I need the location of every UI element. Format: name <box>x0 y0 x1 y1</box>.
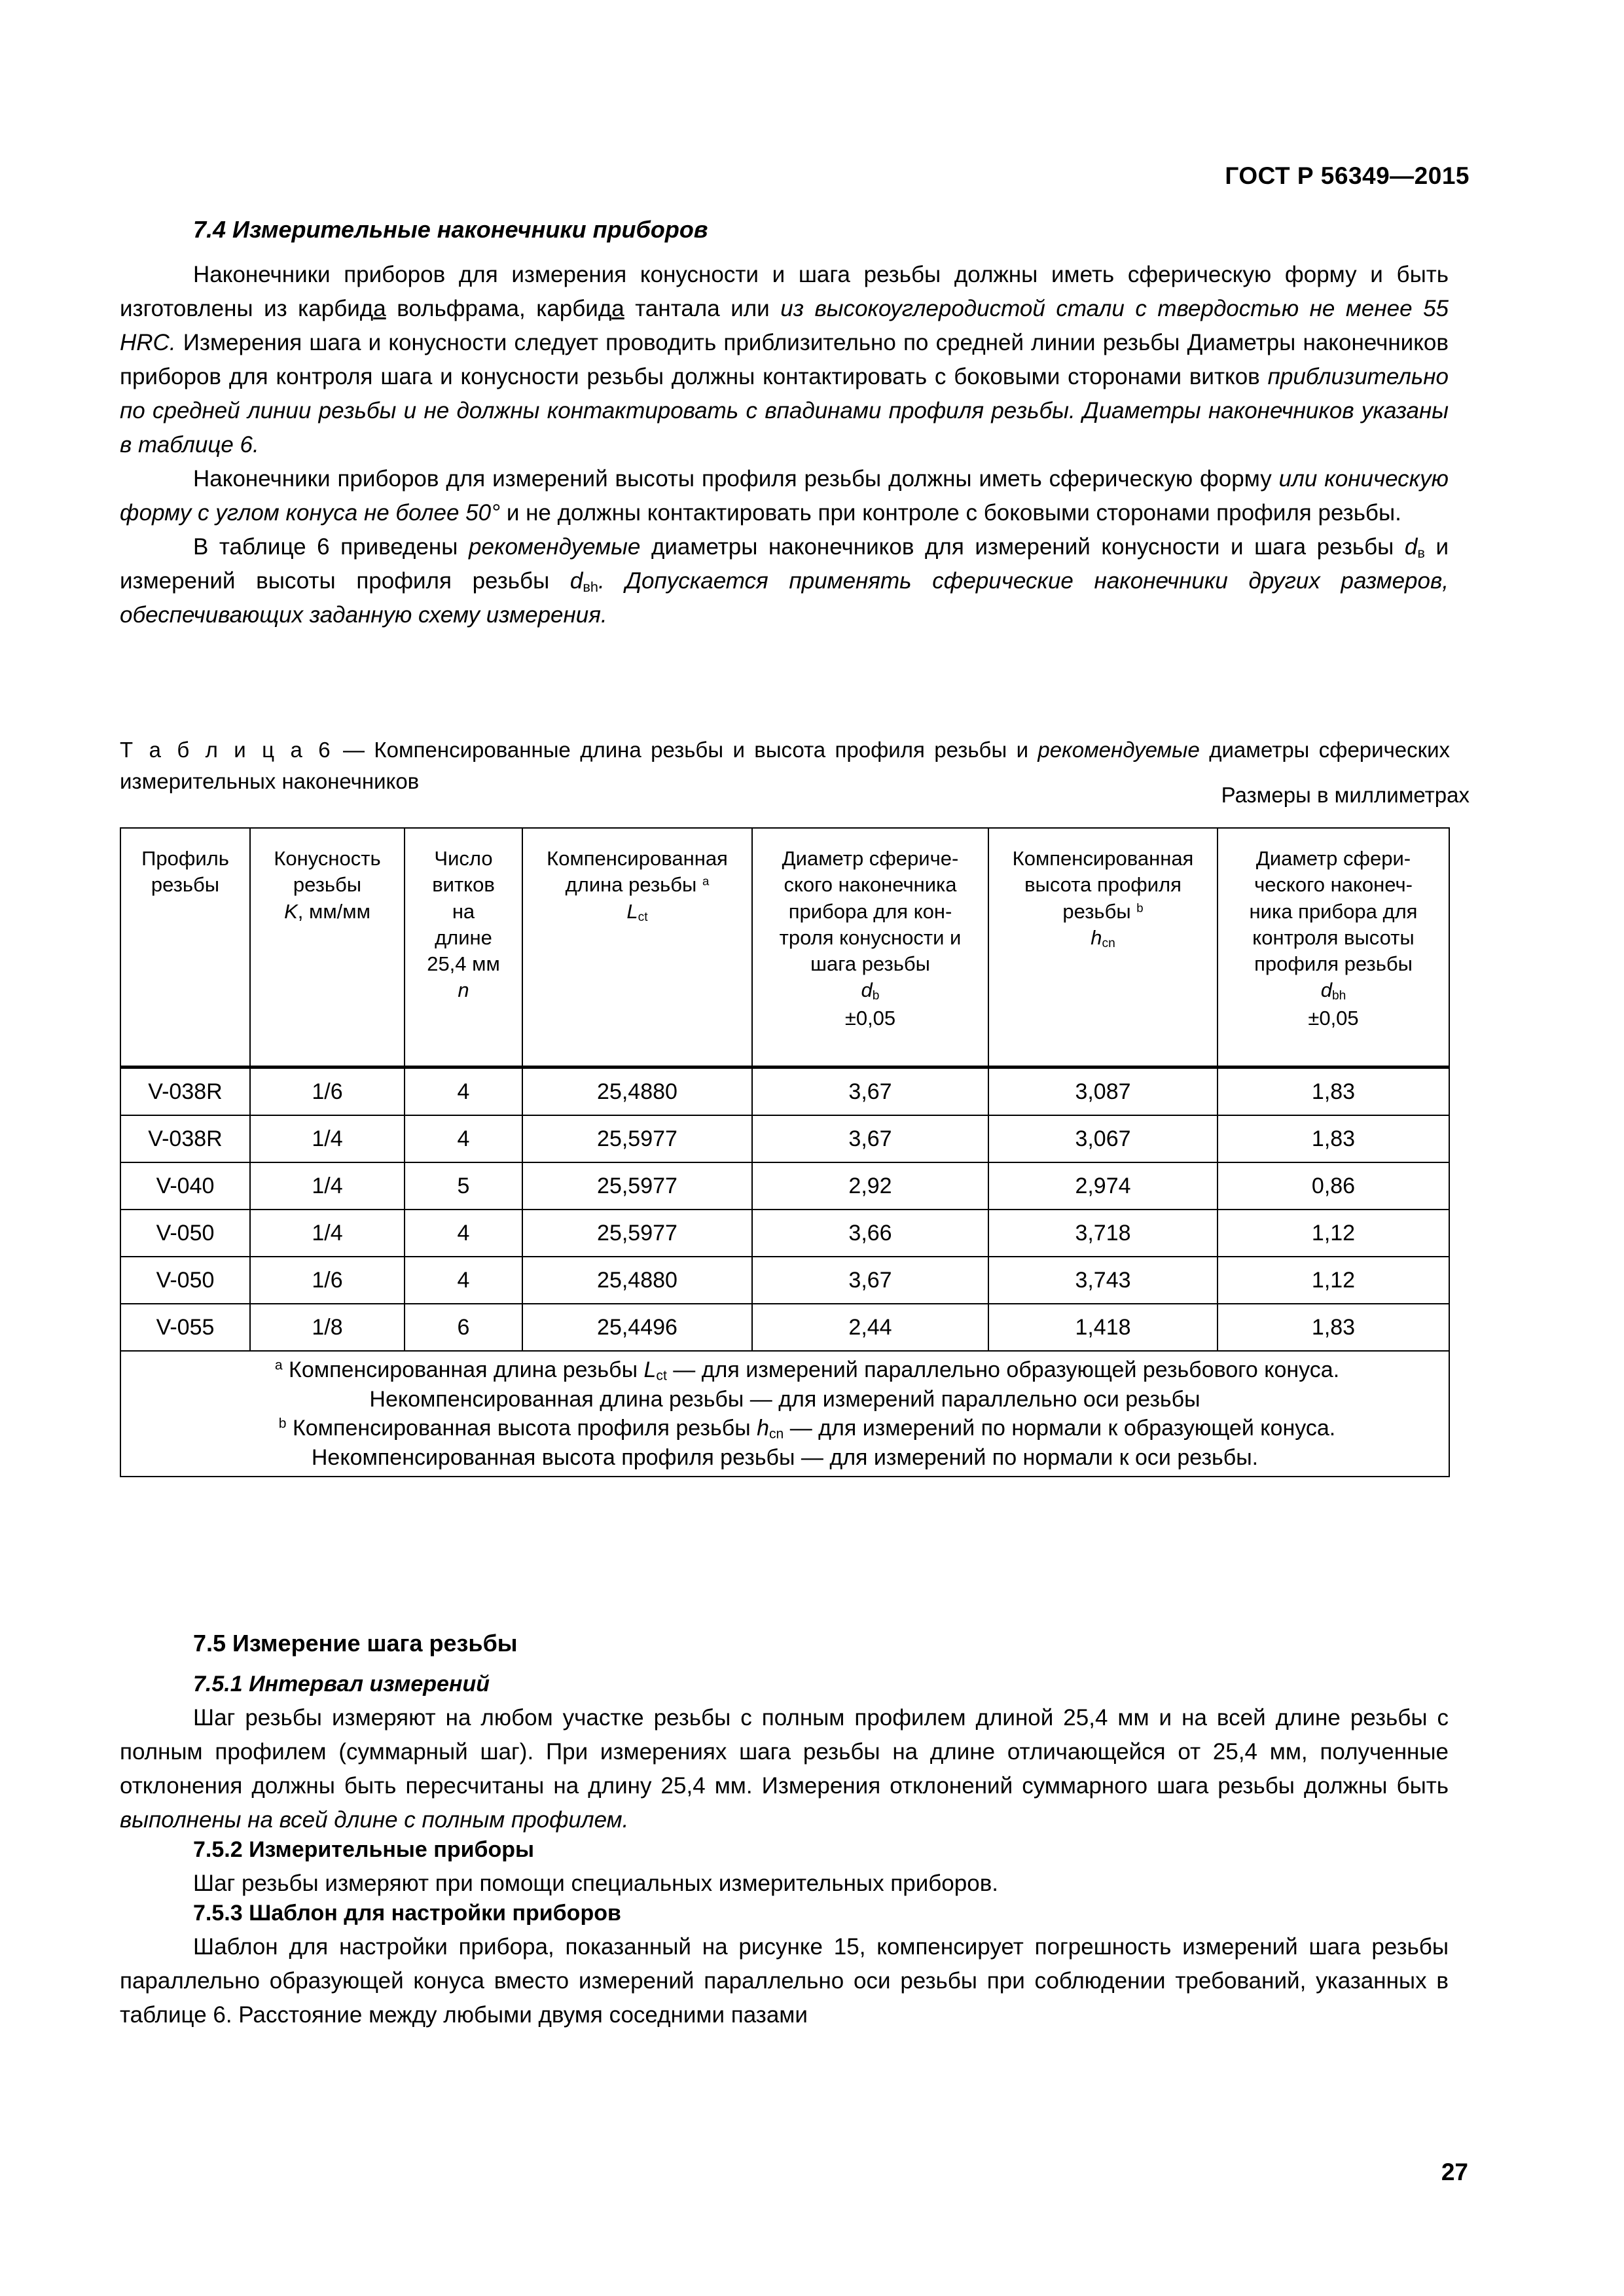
table-footnotes: $^a$ Компенсированная длина резьбы $L_{ct}$ — для измерений параллельно образующей резьбового конуса. Некомпенсированная длина резьбы — для измерений параллельно оси резьбы $^b$ Компенсированная высота профиля резьбы $h_{cn}$ — для измерений по нормали к образующей конуса. Некомпенсированная высота профиля резьбы — для измерений по нормали к оси резьбы. <box>120 1351 1449 1477</box>
section-heading-7-4: 7.4 Измерительные наконечники приборов <box>193 216 708 243</box>
cell-taper: 1/6 <box>250 1067 405 1116</box>
footnote-mark-b: b <box>278 1416 287 1431</box>
table-row <box>120 1067 1449 1116</box>
cell-tip-diameter-height: 1,83 <box>1218 1067 1449 1116</box>
cell-taper: 1/4 <box>250 1115 405 1162</box>
cell-comp-height: 3,743 <box>988 1257 1218 1304</box>
cell-tip-diameter-taper: 2,44 <box>752 1304 988 1351</box>
section-heading-7-5-3: 7.5.3 Шаблон для настройки приборов <box>193 1900 621 1926</box>
header-cell-profile: Профиль резьбы <box>120 828 250 1067</box>
table-units-note: Размеры в миллиметрах <box>1221 783 1470 807</box>
standard-header: ГОСТ Р 56349—2015 <box>1225 162 1470 189</box>
cell-turns: 5 <box>405 1162 522 1210</box>
cell-comp-length: 25,5977 <box>522 1162 752 1210</box>
footnote-mark-a: a <box>274 1357 283 1373</box>
body-content-7-5 <box>120 1630 1449 2032</box>
cell-profile: V-040 <box>120 1162 250 1210</box>
cell-turns: 4 <box>405 1067 522 1116</box>
cell-tip-diameter-taper: 2,92 <box>752 1162 988 1210</box>
cell-turns: 4 <box>405 1210 522 1257</box>
cell-comp-length: 25,5977 <box>522 1210 752 1257</box>
cell-turns: 6 <box>405 1304 522 1351</box>
table-header-row <box>120 828 1449 1067</box>
cell-tip-diameter-height: 1,12 <box>1218 1257 1449 1304</box>
header-cell-tip-diameter-height: Диаметр сфери- ческого наконеч- ника прибора для контроля высоты профиля резьбы $d_{bh}$ ±0,05 <box>1218 828 1449 1067</box>
table-row <box>120 1257 1449 1304</box>
header-cell-comp-height: Компенсированная высота профиля резьбы $^b$ $h_{cn}$ <box>988 828 1218 1067</box>
cell-tip-diameter-taper: 3,67 <box>752 1067 988 1116</box>
cell-comp-length: 25,4496 <box>522 1304 752 1351</box>
section-heading-7-5-1: 7.5.1 Интервал измерений <box>193 1672 490 1696</box>
cell-turns: 4 <box>405 1257 522 1304</box>
table-6 <box>120 827 1450 1477</box>
cell-comp-length: 25,5977 <box>522 1115 752 1162</box>
cell-profile: V-055 <box>120 1304 250 1351</box>
table-footnotes-row <box>120 1351 1449 1477</box>
cell-comp-height: 3,718 <box>988 1210 1218 1257</box>
cell-comp-height: 2,974 <box>988 1162 1218 1210</box>
cell-comp-height: 1,418 <box>988 1304 1218 1351</box>
table-body <box>120 1067 1449 1477</box>
cell-profile: V-050 <box>120 1210 250 1257</box>
header-cell-taper: Конусность резьбы K, мм/мм <box>250 828 405 1067</box>
table-row <box>120 1115 1449 1162</box>
cell-tip-diameter-height: 1,12 <box>1218 1210 1449 1257</box>
page-number: 27 <box>1441 2159 1468 2185</box>
cell-comp-height: 3,067 <box>988 1115 1218 1162</box>
cell-tip-diameter-height: 1,83 <box>1218 1115 1449 1162</box>
section-heading-7-5-2: 7.5.2 Измерительные приборы <box>193 1837 535 1862</box>
table-row <box>120 1304 1449 1351</box>
cell-comp-length: 25,4880 <box>522 1067 752 1116</box>
paragraph-7-4-3: В таблице 6 приведены рекомендуемые диаметры наконечников для измерений конусности и шага резьбы $d_в$ и измерений высоты профиля резьбы $d_{вh}$. Допускается применять сферические наконечники других размеров, обеспечивающих заданную схему измерения. <box>120 533 1449 628</box>
paragraph-7-4-1: Наконечники приборов для измерения конусности и шага резьбы должны иметь сферическую форму и быть изготовлены из карбида вольфрама, карбида тантала или из высокоуглеродистой стали с твердостью не менее 55 HRC. Измерения шага и конусности следует проводить приблизительно по средней линии резьбы Диаметры наконечников приборов для контроля шага и конусности резьбы должны контактировать с боковыми сторонами витков приблизительно по средней линии резьбы и не должны контактировать с впадинами профиля резьбы. Диаметры наконечников указаны в таблице 6. <box>120 262 1449 457</box>
cell-tip-diameter-taper: 3,67 <box>752 1257 988 1304</box>
cell-tip-diameter-height: 0,86 <box>1218 1162 1449 1210</box>
header-cell-turns: Число витков на длине 25,4 мм n <box>405 828 522 1067</box>
cell-taper: 1/4 <box>250 1162 405 1210</box>
cell-taper: 1/6 <box>250 1257 405 1304</box>
table-row <box>120 1162 1449 1210</box>
cell-tip-diameter-taper: 3,66 <box>752 1210 988 1257</box>
paragraph-7-4-2: Наконечники приборов для измерений высоты профиля резьбы должны иметь сферическую форму или коническую форму с углом конуса не более 50° и не должны контактировать при контроле с боковыми сторонами профиля резьбы. <box>120 465 1449 526</box>
cell-comp-height: 3,087 <box>988 1067 1218 1116</box>
table-row <box>120 1210 1449 1257</box>
paragraph-7-5-1: Шаг резьбы измеряют на любом участке резьбы с полным профилем длиной 25,4 мм и на всей длине резьбы с полным профилем (суммарный шаг). При измерениях шага резьбы на длине отличающейся от 25,4 мм, полученные отклонения должны быть пересчитаны на длину 25,4 мм. Измерения отклонений суммарного шага резьбы должны быть выполнены на всей длине с полным профилем. <box>120 1705 1449 1833</box>
header-cell-comp-length: Компенсированная длина резьбы $^a$ $L_{ct}$ <box>522 828 752 1067</box>
cell-profile: V-038R <box>120 1115 250 1162</box>
body-content <box>120 216 1449 632</box>
cell-comp-length: 25,4880 <box>522 1257 752 1304</box>
section-heading-7-5: 7.5 Измерение шага резьбы <box>193 1630 518 1657</box>
cell-tip-diameter-height: 1,83 <box>1218 1304 1449 1351</box>
cell-profile: V-038R <box>120 1067 250 1116</box>
cell-tip-diameter-taper: 3,67 <box>752 1115 988 1162</box>
cell-taper: 1/8 <box>250 1304 405 1351</box>
paragraph-7-5-3: Шаблон для настройки прибора, показанный на рисунке 15, компенсирует погрешность измерений шага резьбы параллельно образующей конуса вместо измерений параллельно оси резьбы при соблюдении требований, указанных в таблице 6. Расстояние между любыми двумя соседними пазами <box>120 1933 1449 2028</box>
cell-turns: 4 <box>405 1115 522 1162</box>
cell-taper: 1/4 <box>250 1210 405 1257</box>
table-caption-label: Т а б л и ц а 6 <box>120 738 334 762</box>
paragraph-7-5-2: Шаг резьбы измеряют при помощи специальных измерительных приборов. <box>193 1870 999 1896</box>
cell-profile: V-050 <box>120 1257 250 1304</box>
header-cell-tip-diameter-taper: Диаметр сфериче- ского наконечника прибора для кон- троля конусности и шага резьбы $d_b$ ±0,05 <box>752 828 988 1067</box>
table-6-caption: Т а б л и ц а 6 — Компенсированные длина резьбы и высота профиля резьбы и рекомендуемые диаметры сферических измерительных наконечников <box>120 738 1451 793</box>
